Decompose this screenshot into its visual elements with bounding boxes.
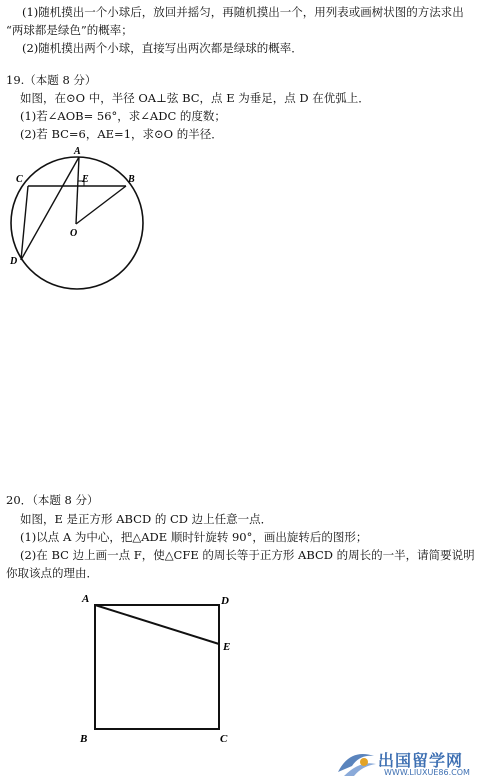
radius-oa [76,157,79,224]
segment-ob [76,186,126,224]
label-c: C [220,733,228,745]
square-figure [70,588,250,748]
label-b: B [128,174,135,185]
circle-figure [0,140,170,300]
q18-part1-line2: “两球都是绿色”的概率； [6,23,133,37]
label-a: A [82,593,90,605]
q19-part2: (2)若 BC=6，AE=1，求⊙O 的半径． [20,127,223,141]
label-b: B [80,733,88,745]
q19-part1: (1)若∠AOB= 56°，求∠ADC 的度数； [20,109,226,123]
q20-heading: 20．（本题 8 分） [6,493,99,507]
q20-part2-line2: 你取该点的理由． [6,566,98,580]
q18-part2: (2)随机摸出两个小球，直接写出两次都是绿球的概率． [22,41,303,55]
q20-stem: 如图，E 是正方形 ABCD 的 CD 边上任意一点． [20,512,273,526]
watermark-url: WWW.LIUXUE86.COM [384,768,470,777]
q18-part1-line1: (1)随机摸出一个小球后，放回并摇匀，再随机摸出一个，用列表或画树状图的方法求出 [22,5,464,19]
label-a: A [74,146,81,157]
label-c: C [16,174,23,185]
segment-ae [95,605,219,644]
q20-part1: (1)以点 A 为中心，把△ADE 顺时针旋转 90°，画出旋转后的图形； [20,530,368,544]
segment-da [21,157,79,260]
q20-part2-line1: (2)在 BC 边上画一点 F，使△CFE 的周长等于正方形 ABCD 的周长的一半，请简要说明 [20,548,475,562]
watermark-brand: 出国留学网 [378,751,464,770]
label-e: E [82,174,89,185]
q19-stem: 如图，在⊙O 中，半径 OA⊥弦 BC，点 E 为垂足，点 D 在优弧上． [20,91,370,105]
q19-heading: 19.（本题 8 分） [6,73,97,87]
label-o: O [70,228,78,239]
label-d: D [10,256,18,267]
label-d: D [221,595,229,607]
label-e: E [223,641,231,653]
